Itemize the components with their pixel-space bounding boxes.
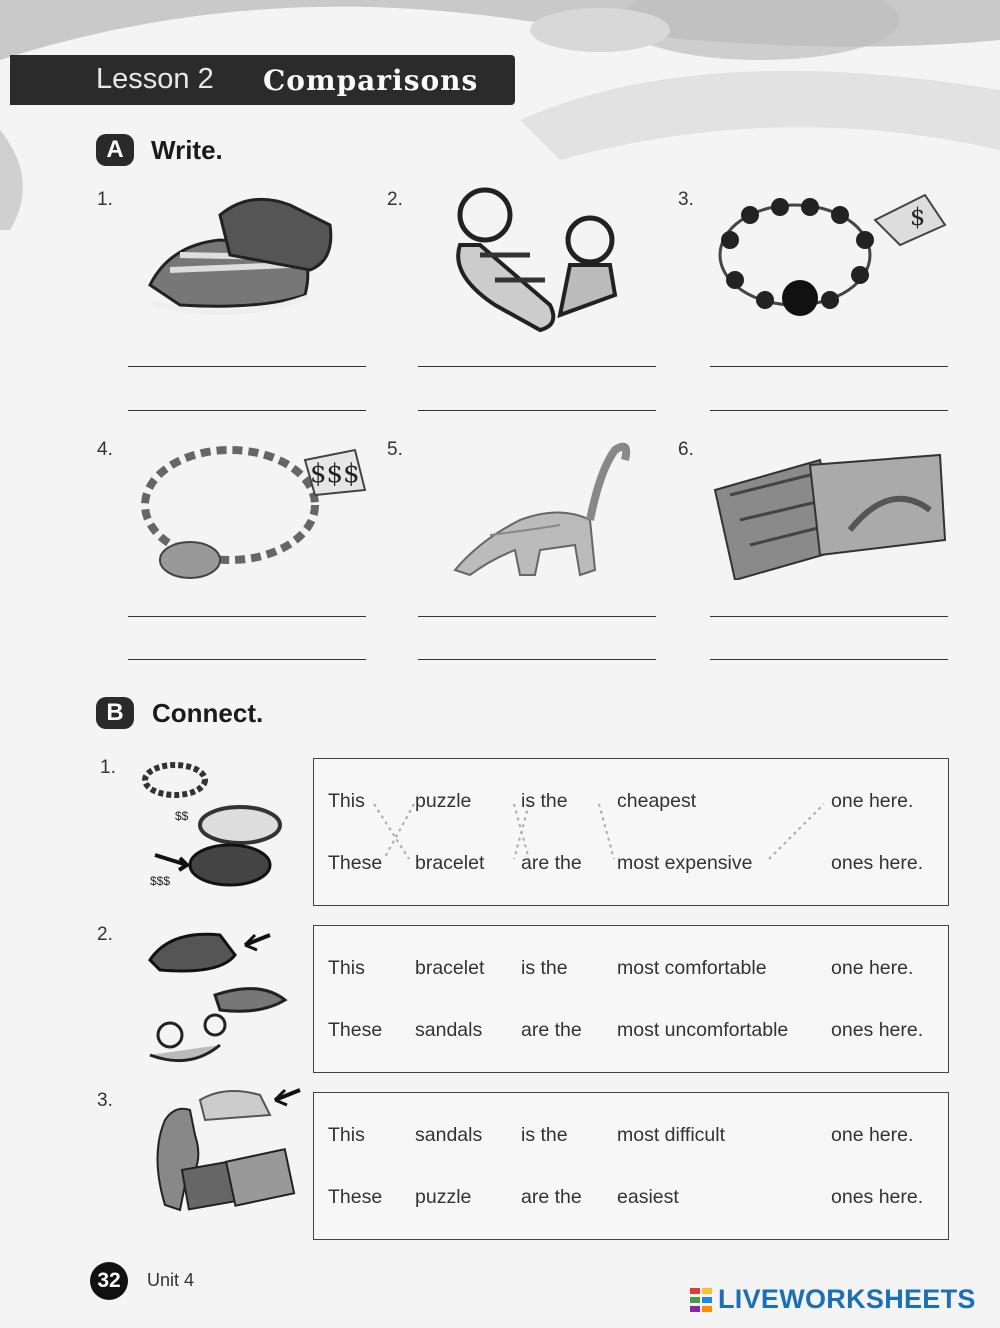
price-tag-label: $$ bbox=[175, 809, 189, 823]
word-ending[interactable]: ones here. bbox=[831, 852, 924, 874]
word-verb[interactable]: is the bbox=[521, 957, 568, 979]
connect-box bbox=[313, 1092, 949, 1240]
word-noun[interactable]: bracelet bbox=[415, 852, 485, 874]
lesson-header bbox=[10, 55, 515, 105]
answer-line[interactable] bbox=[710, 410, 948, 411]
word-ending[interactable]: ones here. bbox=[831, 1186, 924, 1208]
lesson-title: Comparisons bbox=[263, 64, 479, 97]
answer-line[interactable] bbox=[418, 616, 656, 617]
word-verb[interactable]: is the bbox=[521, 790, 568, 812]
answer-line[interactable] bbox=[418, 410, 656, 411]
section-b-badge: B bbox=[96, 697, 134, 729]
word-adjective[interactable]: most uncomfortable bbox=[617, 1019, 789, 1041]
write-item-number: 2. bbox=[387, 189, 403, 210]
strappy-sandals-image bbox=[440, 185, 630, 335]
connect-box bbox=[313, 758, 949, 906]
price-tag-label: $ bbox=[910, 203, 926, 231]
word-adjective[interactable]: most expensive bbox=[617, 852, 753, 874]
answer-line[interactable] bbox=[710, 659, 948, 660]
word-ending[interactable]: ones here. bbox=[831, 1019, 924, 1041]
answer-line[interactable] bbox=[418, 659, 656, 660]
word-adjective[interactable]: most comfortable bbox=[617, 957, 767, 979]
word-ending[interactable]: one here. bbox=[831, 957, 914, 979]
answer-line[interactable] bbox=[128, 616, 366, 617]
answer-line[interactable] bbox=[710, 616, 948, 617]
price-tag-label: $$$ bbox=[150, 874, 171, 888]
word-adjective[interactable]: cheapest bbox=[617, 790, 697, 812]
bracelets-group-image bbox=[135, 755, 295, 895]
word-verb[interactable]: are the bbox=[521, 1186, 582, 1208]
monkey-puzzle-image bbox=[440, 430, 640, 590]
lesson-number: Lesson 2 bbox=[96, 63, 214, 95]
answer-line[interactable] bbox=[128, 366, 366, 367]
word-these[interactable]: These bbox=[328, 1019, 383, 1041]
write-item-number: 6. bbox=[678, 439, 694, 460]
word-noun[interactable]: sandals bbox=[415, 1124, 483, 1146]
connect-item-number: 1. bbox=[100, 757, 116, 778]
word-these[interactable]: These bbox=[328, 1186, 383, 1208]
section-b-title: Connect. bbox=[152, 698, 264, 728]
word-these[interactable]: These bbox=[328, 852, 383, 874]
jigsaw-puzzles-image bbox=[710, 450, 950, 580]
word-noun[interactable]: puzzle bbox=[415, 790, 472, 812]
word-noun[interactable]: sandals bbox=[415, 1019, 483, 1041]
write-item-number: 1. bbox=[97, 189, 113, 210]
word-this[interactable]: This bbox=[328, 1124, 365, 1146]
sandals-group-image bbox=[140, 920, 300, 1080]
word-ending[interactable]: one here. bbox=[831, 790, 914, 812]
chain-bracelet-image bbox=[130, 430, 370, 590]
answer-line[interactable] bbox=[128, 659, 366, 660]
word-noun[interactable]: puzzle bbox=[415, 1186, 472, 1208]
connect-item-number: 3. bbox=[97, 1090, 113, 1111]
word-verb[interactable]: is the bbox=[521, 1124, 568, 1146]
bead-bracelet-image bbox=[710, 180, 950, 330]
answer-line[interactable] bbox=[128, 410, 366, 411]
section-a-title: Write. bbox=[151, 135, 223, 165]
page-number-badge: 32 bbox=[90, 1262, 128, 1300]
puzzles-group-image bbox=[135, 1085, 305, 1215]
word-this[interactable]: This bbox=[328, 790, 365, 812]
word-adjective[interactable]: most difficult bbox=[617, 1124, 726, 1146]
connect-box bbox=[313, 925, 949, 1073]
write-item-number: 3. bbox=[678, 189, 694, 210]
unit-label: Unit 4 bbox=[147, 1270, 195, 1290]
word-ending[interactable]: one here. bbox=[831, 1124, 914, 1146]
sports-sandals-image bbox=[140, 185, 340, 335]
word-verb[interactable]: are the bbox=[521, 1019, 582, 1041]
section-a-badge: A bbox=[96, 134, 134, 166]
word-this[interactable]: This bbox=[328, 957, 365, 979]
liveworksheets-logo-icon bbox=[690, 1288, 714, 1314]
write-item-number: 4. bbox=[97, 439, 113, 460]
word-adjective[interactable]: easiest bbox=[617, 1186, 679, 1208]
price-tag-label: $$$ bbox=[310, 459, 360, 489]
connect-item-number: 2. bbox=[97, 924, 113, 945]
answer-line[interactable] bbox=[710, 366, 948, 367]
word-noun[interactable]: bracelet bbox=[415, 957, 485, 979]
brand-text: LIVEWORKSHEETS bbox=[718, 1284, 976, 1314]
write-item-number: 5. bbox=[387, 439, 403, 460]
word-verb[interactable]: are the bbox=[521, 852, 582, 874]
answer-line[interactable] bbox=[418, 366, 656, 367]
connect-dotted-lines bbox=[314, 759, 948, 905]
brand-logo bbox=[690, 1284, 976, 1319]
